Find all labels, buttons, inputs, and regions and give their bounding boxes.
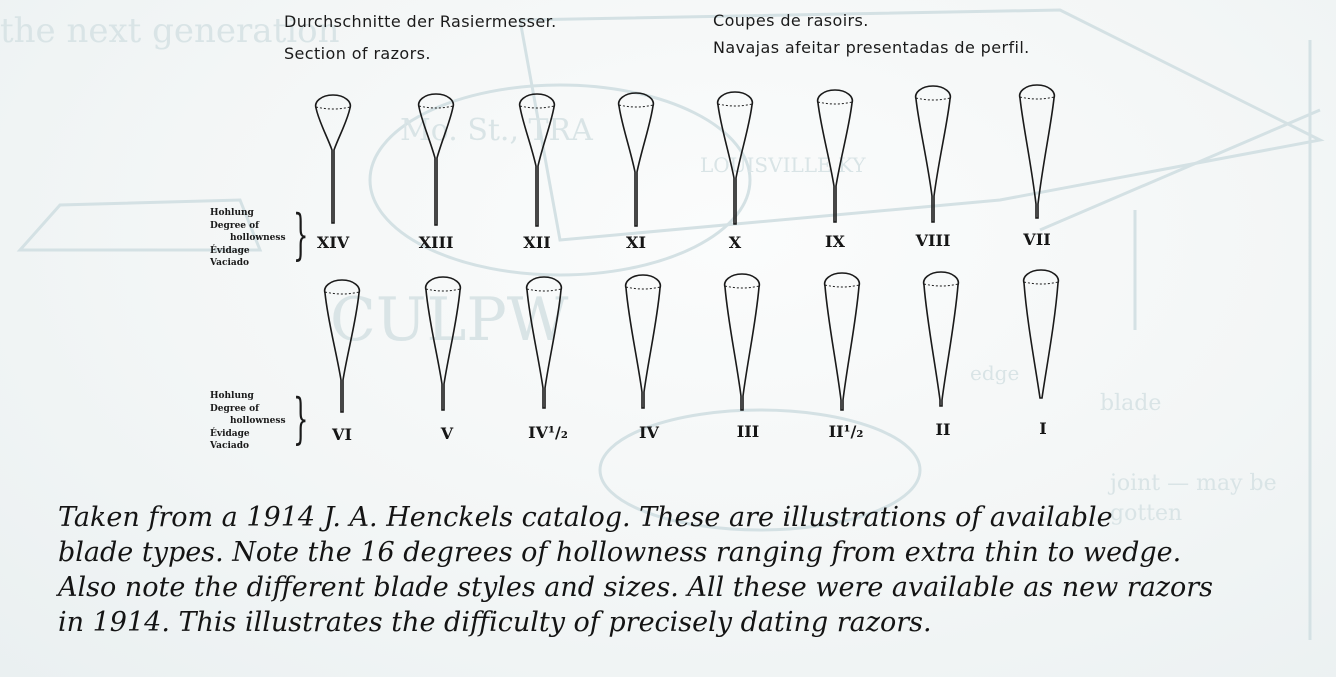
degree-label-top-4: XI: [626, 233, 646, 252]
degree-label-bottom-8: I: [1039, 419, 1047, 438]
degree-label-bottom-1: VI: [332, 425, 352, 444]
svg-text:edge: edge: [970, 361, 1020, 385]
header-spanish: Navajas afeitar presentadas de perfil.: [713, 38, 1030, 57]
degree-label-bottom-3: IV¹/₂: [528, 423, 568, 442]
degree-label-top-1: XIV: [316, 233, 350, 252]
blade-section-ix: [818, 90, 853, 222]
degree-label-bottom-7: II: [935, 420, 951, 439]
degree-label-top-2: XIII: [418, 233, 454, 252]
side-label-vaciado: Vaciado: [210, 258, 250, 268]
svg-text:LOUISVILLE KY: LOUISVILLE KY: [700, 153, 866, 177]
brace-top: }: [293, 203, 309, 266]
degree-label-top-3: XII: [523, 233, 551, 252]
header-english: Section of razors.: [284, 44, 431, 63]
caption-line-2: blade types. Note the 16 degrees of hollowness ranging from extra thin to wedge.: [58, 537, 1182, 568]
blade-section-xiii: [419, 94, 454, 225]
blade-section-xi: [619, 93, 654, 226]
side-label-degree: Degree of: [210, 220, 260, 231]
side-label-degree: Degree of: [210, 403, 260, 414]
degree-label-bottom-5: III: [736, 422, 760, 441]
caption-line-4: in 1914. This illustrates the difficulty of precisely dating razors.: [58, 607, 932, 638]
blade-section-vi: [325, 280, 360, 412]
side-label-evidage: Évidage: [210, 428, 250, 439]
blade-section-ii-half: [825, 273, 860, 410]
blade-section-x: [718, 92, 753, 224]
degree-label-top-7: VIII: [915, 231, 951, 250]
degree-label-bottom-2: V: [440, 424, 454, 443]
header-german: Durchschnitte der Rasiermesser.: [284, 12, 557, 31]
degree-label-top-5: X: [728, 233, 742, 252]
caption-line-3: Also note the different blade styles and sizes. All these were available as new razors: [58, 572, 1214, 603]
side-label-evidage: Évidage: [210, 245, 250, 256]
svg-text:blade: blade: [1100, 391, 1162, 416]
svg-text:CULPW: CULPW: [330, 285, 569, 355]
degree-label-bottom-4: IV: [639, 423, 659, 442]
side-label-hollowness: hollowness: [230, 233, 286, 243]
caption-line-1: Taken from a 1914 J. A. Henckels catalog. These are illustrations of available: [58, 502, 1113, 533]
blade-section-xii: [520, 94, 555, 226]
side-label-hohlung: Hohlung: [210, 391, 254, 401]
blade-section-ii: [924, 272, 959, 406]
blade-section-iii: [725, 274, 760, 410]
degree-label-top-8: VII: [1023, 230, 1051, 249]
header-french: Coupes de rasoirs.: [713, 11, 869, 30]
svg-text:the next generation: the next generation: [0, 11, 340, 51]
caption: [58, 500, 1298, 640]
blade-section-vii: [1020, 85, 1055, 218]
blade-section-iv-half: [527, 277, 562, 408]
blade-section-xiv: [316, 95, 351, 223]
side-label-hollowness: hollowness: [230, 416, 286, 426]
side-label-vaciado: Vaciado: [210, 441, 250, 451]
blade-section-v: [426, 277, 461, 410]
blade-section-viii: [916, 86, 951, 222]
svg-text:gotten: gotten: [1110, 501, 1183, 526]
brace-bottom: }: [293, 387, 309, 450]
svg-text:Mo. St., TRA: Mo. St., TRA: [400, 113, 593, 148]
degree-label-bottom-6: II¹/₂: [828, 422, 864, 441]
blade-section-iv: [626, 275, 661, 408]
blade-section-i: [1024, 270, 1059, 398]
degree-label-top-6: IX: [825, 232, 845, 251]
side-label-hohlung: Hohlung: [210, 208, 254, 218]
svg-text:joint — may be: joint — may be: [1110, 471, 1277, 496]
